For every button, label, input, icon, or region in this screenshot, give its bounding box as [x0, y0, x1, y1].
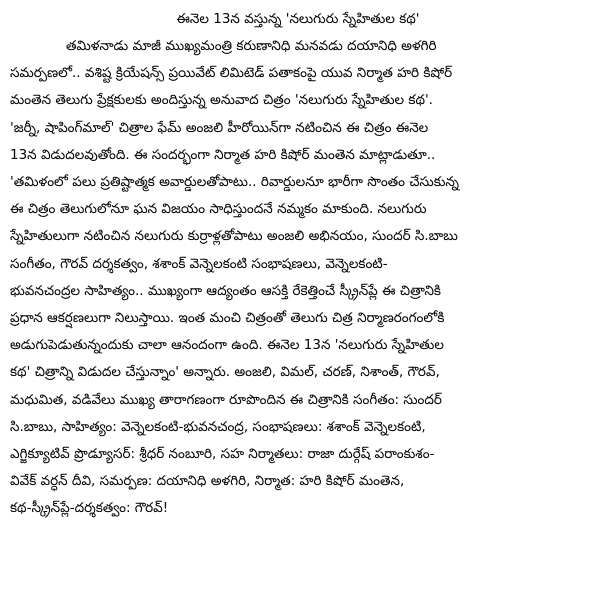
body-line: తమిళనాడు మాజీ ముఖ్యమంత్రి కరుణానిధి మనవడు దయానిధి అళగిరి — [66, 38, 437, 54]
body-line: స్నేహితులుగా నటించిన నలుగురు కుర్రాళ్లతోపాటు అంజలి అభినయం, సుందర్ సి.బాబు — [10, 228, 458, 245]
body-line: 13న విడుదలవుతోంది. ఈ సందర్భంగా నిర్మాత హరి కిషోర్ మంతెన మాట్లాడుతూ.. — [10, 146, 436, 163]
body-line: సి.బాబు, సాహిత్యం: వెన్నెలకంటి-భువనచంద్ర, సంభాషణలు: శశాంక్ వెన్నెలకంటి, — [10, 418, 426, 435]
body-line: ఎగ్జిక్యూటివ్ ప్రొడ్యూసర్: శ్రీధర్ నంబూరి, సహ నిర్మాతలు: రాజా దుర్గేష్ పరాంకుశం- — [10, 446, 435, 463]
body-line: మంతెన తెలుగు ప్రేక్షకులకు అందిస్తున్న అనువాద చిత్రం 'నలుగురు స్నేహితుల కథ'. — [10, 92, 433, 109]
body-line: కథ-స్క్రీన్‌ప్లే-దర్శకత్వం: గౌరవ్! — [10, 500, 169, 517]
body-line: భువనచంద్రల సాహిత్యం.. ముఖ్యంగా ఆద్యంతం ఆసక్తి రేకెత్తించే స్క్రీన్‌ప్లే ఈ చిత్రానికి — [10, 282, 441, 299]
body-line: 'జర్నీ, షాపింగ్‌మాల్' చిత్రాల ఫేమ్ అంజలి హీరోయిన్‌గా నటించిన ఈ చిత్రం ఈనెల — [10, 119, 429, 136]
body-line: మధుమిత, వడివేలు ముఖ్య తారాగణంగా రూపొందిన ఈ చిత్రానికి సంగీతం: సుందర్ — [10, 391, 442, 408]
article-headline: ఈనెల 13న వస్తున్న 'నలుగురు స్నేహితుల కథ' — [176, 11, 420, 27]
body-line: వివేక్ వర్ధన్ దీవి, సమర్పణ: దయానిధి అళగిరి, నిర్మాత: హరి కిషోర్ మంతెన, — [10, 473, 405, 490]
article-body — [10, 33, 586, 523]
body-line: కథ' చిత్రాన్ని విడుదల చేస్తున్నాం' అన్నారు. అంజలి, విమల్, చరణ్, నిశాంత్, గౌరవ్, — [10, 364, 440, 381]
body-line: ఈ చిత్రం తెలుగులోనూ ఘన విజయం సాధిస్తుందనే నమ్మకం మాకుంది. నలుగురు — [10, 201, 427, 218]
body-line: అడుగుపెడుతున్నందుకు చాలా ఆనందంగా ఉంది. ఈనెల 13న 'నలుగురు స్నేహితుల — [10, 337, 444, 354]
body-line: ప్రధాన ఆకర్షణలుగా నిలుస్తాయి. ఇంత మంచి చిత్రంతో తెలుగు చిత్ర నిర్మాణరంగంలోకి — [10, 310, 445, 327]
body-line: సంగీతం, గౌరవ్ దర్శకత్వం, శశాంక్ వెన్నెలకంటి సంభాషణలు, వెన్నెలకంటి- — [10, 255, 388, 272]
body-line: 'తమిళంలో పలు ప్రతిష్టాత్మక అవార్డులతోపాటు.. రివార్డులనూ భారీగా సొంతం చేసుకున్న — [10, 174, 459, 191]
body-line: సమర్పణలో.. వశిష్ట క్రియేషన్స్ ప్రయివేట్ లిమిటెడ్ పతాకంపై యువ నిర్మాత హరి కిషోర్ — [10, 65, 453, 82]
